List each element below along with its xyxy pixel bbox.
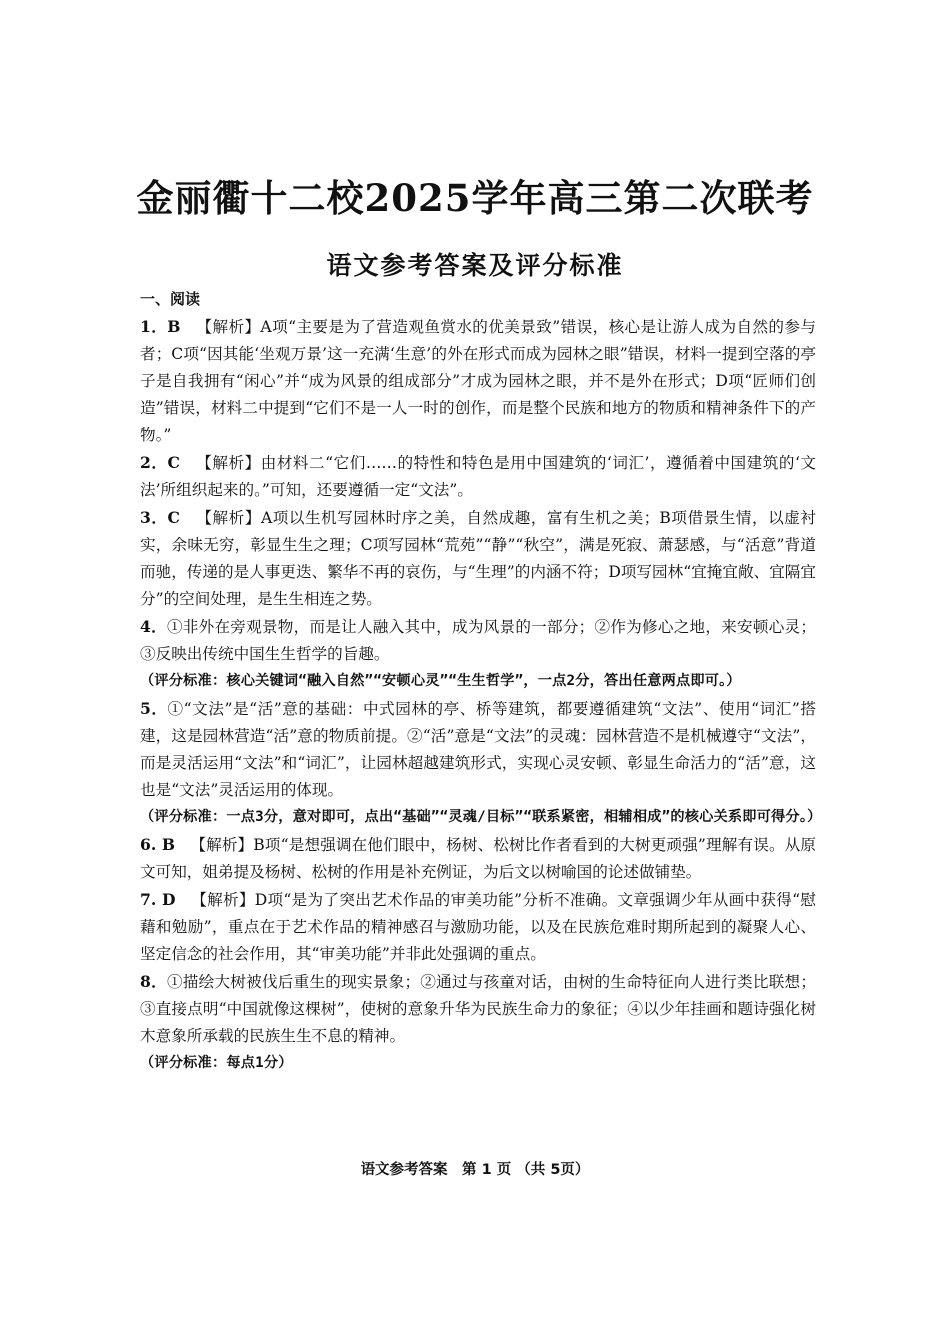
answer-text: 【解析】由材料二“它们……的特性和特色是用中国建筑的‘词汇’，遵循着中国建筑的‘文法’所组织起来的。”可知，还要遵循一定“文法”。 bbox=[140, 454, 817, 499]
answer-number: 3．C bbox=[140, 508, 180, 527]
answer-item-5 bbox=[140, 695, 816, 804]
answer-item-2 bbox=[140, 449, 816, 504]
answer-item-4 bbox=[140, 613, 816, 668]
scoring-note-4: （评分标准：核心关键词“融入自然”“安顿心灵”“生生哲学”，一点2分，答出任意两点即可。） bbox=[140, 673, 741, 689]
answer-text: ①“文法”是“活”意的基础：中式园林的亭、桥等建筑，都要遵循建筑“文法”、使用“词汇”搭建，这是园林营造“活”意的物质前提。②“活”意是“文法”的灵魂：园林营造不是机械遵守“文法”，而是灵活运用“文法”和“词汇”，让园林超越建筑形式，实现心灵安顿、彰显生命活力的“活”意，这也是“文法”灵活运用的体现。 bbox=[140, 700, 816, 799]
answer-text: 【解析】A项以生机写园林时序之美，自然成趣，富有生机之美；B项借景生情，以虚衬实，余味无穷，彰显生生之理；C项写园林“荒苑”“静”“秋空”，满是死寂、萧瑟感，与“活意”背道而驰，传递的是人事更迭、繁华不再的哀伤，与“生理”的内涵不符；D项写园林“宜掩宜敞、宜隔宜分”的空间处理，是生生相连之势。 bbox=[140, 509, 816, 608]
scoring-note-8: （评分标准：每点1分） bbox=[140, 1055, 293, 1071]
answer-number: 5． bbox=[140, 699, 168, 718]
answer-item-7 bbox=[140, 886, 816, 968]
answer-number: 4． bbox=[140, 617, 167, 636]
answer-number: 7. D bbox=[140, 890, 176, 909]
answer-text: 【解析】A项“主要是为了营造观鱼赏水的优美景致”错误，核心是让游人成为自然的参与者；C项“因其能‘坐观万景’这一充满‘生意’的外在形式而成为园林之眼”错误，材料一提到空落的亭子是自我拥有“闲心”并“成为风景的组成部分”才成为园林之眼，并不是外在形式；D项“匠师们创造”错误，材料二中提到“它们不是一人一时的创作，而是整个民族和地方的物质和精神条件下的产物。” bbox=[140, 318, 817, 444]
answer-body bbox=[140, 286, 822, 1077]
answer-text: 【解析】D项“是为了突出艺术作品的审美功能”分析不准确。文章强调少年从画中获得“慰藉和勉励”，重点在于艺术作品的精神感召与激励功能，以及在民族危难时期所起到的凝聚人心、坚定信念的社会作用，其“审美功能”并非此处强调的重点。 bbox=[140, 891, 817, 963]
answer-number: 1．B bbox=[140, 317, 181, 336]
answer-item-6 bbox=[140, 831, 816, 886]
section-heading: 一、阅读 bbox=[140, 290, 201, 308]
answer-text: ①描绘大树被伐后重生的现实景象；②通过与孩童对话，由树的生命特征向人进行类比联想；③直接点明“中国就像这棵树”，使树的意象升华为民族生命力的象征；④以少年挂画和题诗强化树木意象所承载的民族生生不息的精神。 bbox=[140, 973, 816, 1045]
answer-item-3 bbox=[140, 504, 816, 613]
answer-text: 【解析】B项“是想强调在他们眼中，杨树、松树比作者看到的大树更顽强”理解有误。从原文可知，姐弟提及杨树、松树的作用是补充例证，为后文以树喻国的论述做铺垫。 bbox=[140, 836, 817, 881]
answer-number: 8． bbox=[140, 972, 167, 991]
page-footer: 语文参考答案 第 1 页 （共 5页） bbox=[360, 1162, 590, 1178]
answer-number: 6. B bbox=[140, 835, 176, 854]
answer-item-8 bbox=[140, 968, 816, 1050]
document-subtitle: 语文参考答案及评分标准 bbox=[326, 251, 624, 280]
answer-item-1 bbox=[140, 313, 816, 449]
answer-text: ①非外在旁观景物，而是让人融入其中，成为风景的一部分；②作为修心之地，来安顿心灵；③反映出传统中国生生哲学的旨趣。 bbox=[140, 618, 816, 663]
document-title: 金丽衢十二校2025学年高三第二次联考 bbox=[136, 176, 814, 220]
scoring-note-5: （评分标准：一点3分，意对即可，点出“基础”“灵魂/目标”“联系紧密，相辅相成”的核心关系即可得分。） bbox=[140, 809, 822, 825]
answer-number: 2．C bbox=[140, 453, 180, 472]
